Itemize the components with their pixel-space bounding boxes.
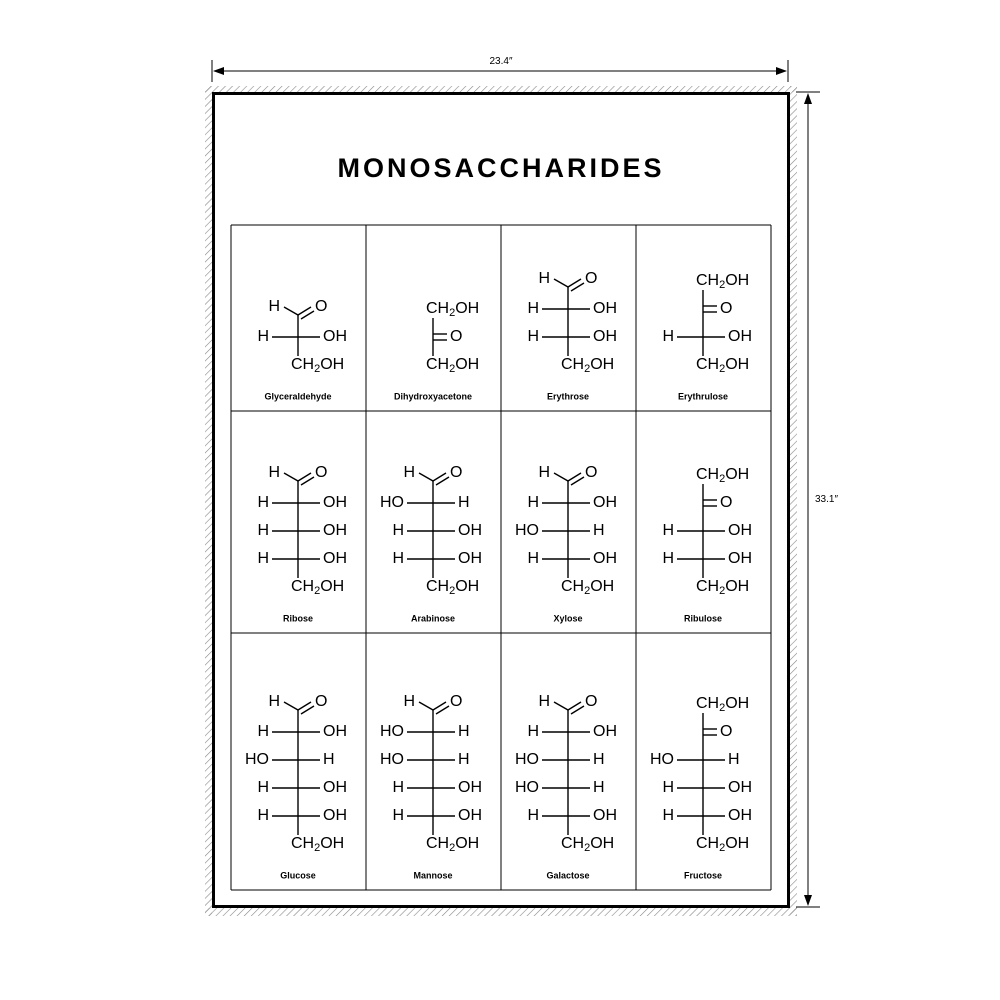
molecule-erythrulose (662, 272, 752, 401)
molecule-name: Ribulose (683, 613, 723, 624)
aldehyde-o-atom: O (450, 693, 463, 711)
aldehyde-h-atom: H (268, 464, 280, 482)
molecule-glucose (245, 693, 347, 880)
ketone-o-atom: O (450, 328, 463, 346)
aldehyde-h-atom: H (268, 298, 280, 316)
left-substituent: H (392, 779, 404, 797)
top-ch2oh-group: $CH_2OH$ (696, 272, 750, 291)
molecule-fructose (650, 695, 752, 880)
width-dimension-label: 23.4″ (489, 56, 513, 67)
hatch-left (205, 86, 212, 916)
molecule-name: Ribose (282, 613, 314, 624)
bottom-ch2oh-group: $CH_2OH$ (426, 356, 480, 375)
aldehyde-h-atom: H (403, 464, 415, 482)
molecule-erythrose (527, 270, 617, 401)
molecule-mannose (380, 693, 482, 880)
right-substituent: OH (728, 328, 752, 346)
bottom-ch2oh-group: $CH_2OH$ (561, 356, 615, 375)
left-substituent: H (527, 494, 539, 512)
left-substituent: H (392, 807, 404, 825)
right-substituent: OH (593, 723, 617, 741)
left-substituent: HO (380, 751, 404, 769)
right-substituent: OH (593, 300, 617, 318)
molecule-name: Erythrulose (677, 391, 729, 402)
aldehyde-ch-bond (284, 702, 298, 710)
left-substituent: H (392, 550, 404, 568)
right-substituent: OH (593, 494, 617, 512)
aldehyde-o-atom: O (585, 464, 598, 482)
molecule-galactose (515, 693, 617, 880)
molecule-ribulose (662, 466, 752, 623)
bottom-ch2oh-group: $CH_2OH$ (426, 578, 480, 597)
molecule-name: Erythrose (546, 391, 590, 402)
right-substituent: OH (593, 550, 617, 568)
hatch-right (790, 86, 797, 916)
right-substituent: OH (593, 807, 617, 825)
right-substituent: OH (323, 807, 347, 825)
molecule-name: Glyceraldehyde (264, 391, 332, 402)
molecule-grid (215, 95, 787, 905)
left-substituent: H (527, 723, 539, 741)
right-substituent: OH (728, 779, 752, 797)
right-substituent: H (458, 494, 470, 512)
hatch-bottom (205, 908, 797, 916)
aldehyde-ch-bond (284, 473, 298, 481)
left-substituent: H (527, 328, 539, 346)
molecule-name: Glucose (280, 870, 316, 881)
bottom-ch2oh-group: $CH_2OH$ (561, 578, 615, 597)
molecule-name: Arabinose (410, 613, 456, 624)
molecule-name: Xylose (553, 613, 583, 624)
right-substituent: H (593, 779, 605, 797)
poster (212, 92, 790, 908)
top-ch2oh-group: $CH_2OH$ (426, 300, 480, 319)
right-substituent: H (593, 522, 605, 540)
aldehyde-h-atom: H (538, 270, 550, 288)
left-substituent: HO (380, 723, 404, 741)
left-substituent: H (257, 779, 269, 797)
bottom-ch2oh-group: $CH_2OH$ (696, 356, 750, 375)
left-substituent: H (257, 522, 269, 540)
bottom-ch2oh-group: $CH_2OH$ (291, 356, 345, 375)
left-substituent: H (662, 522, 674, 540)
left-substituent: H (257, 723, 269, 741)
left-substituent: H (257, 807, 269, 825)
right-substituent: OH (458, 550, 482, 568)
left-substituent: H (257, 494, 269, 512)
ketone-o-atom: O (720, 494, 733, 512)
molecule-name: Galactose (546, 870, 590, 881)
left-substituent: H (662, 328, 674, 346)
aldehyde-h-atom: H (268, 693, 280, 711)
top-ch2oh-group: $CH_2OH$ (696, 695, 750, 714)
aldehyde-h-atom: H (538, 464, 550, 482)
left-substituent: H (257, 328, 269, 346)
left-substituent: HO (380, 494, 404, 512)
aldehyde-ch-bond (419, 473, 433, 481)
aldehyde-ch-bond (554, 702, 568, 710)
grid-lines (231, 225, 771, 890)
left-substituent: H (527, 550, 539, 568)
left-substituent: HO (515, 751, 539, 769)
right-substituent: OH (458, 807, 482, 825)
molecule-name: Fructose (683, 870, 723, 881)
bottom-ch2oh-group: $CH_2OH$ (561, 835, 615, 854)
right-substituent: OH (728, 807, 752, 825)
left-substituent: H (662, 779, 674, 797)
right-substituent: OH (323, 494, 347, 512)
left-substituent: H (392, 522, 404, 540)
aldehyde-ch-bond (419, 702, 433, 710)
molecule-arabinose (380, 464, 482, 623)
right-substituent: H (593, 751, 605, 769)
bottom-ch2oh-group: $CH_2OH$ (291, 578, 345, 597)
ketone-o-atom: O (720, 723, 733, 741)
molecule-ribose (257, 464, 347, 623)
left-substituent: HO (650, 751, 674, 769)
right-substituent: H (458, 723, 470, 741)
molecule-glyceraldehyde (257, 298, 347, 401)
poster-title: MONOSACCHARIDES (337, 153, 665, 183)
aldehyde-ch-bond (284, 307, 298, 315)
aldehyde-h-atom: H (538, 693, 550, 711)
aldehyde-o-atom: O (315, 464, 328, 482)
molecule-xylose (515, 464, 617, 623)
right-substituent: OH (458, 522, 482, 540)
top-ch2oh-group: $CH_2OH$ (696, 466, 750, 485)
aldehyde-o-atom: O (585, 693, 598, 711)
right-substituent: OH (323, 550, 347, 568)
aldehyde-o-atom: O (450, 464, 463, 482)
left-substituent: H (527, 300, 539, 318)
right-substituent: OH (728, 522, 752, 540)
right-substituent: H (728, 751, 740, 769)
right-substituent: OH (323, 522, 347, 540)
left-substituent: H (662, 807, 674, 825)
left-substituent: HO (245, 751, 269, 769)
molecule-dihydroxyacetone (394, 300, 479, 401)
left-substituent: H (257, 550, 269, 568)
molecule-name: Dihydroxyacetone (393, 391, 473, 402)
right-substituent: OH (728, 550, 752, 568)
right-substituent: OH (323, 779, 347, 797)
left-substituent: HO (515, 522, 539, 540)
aldehyde-ch-bond (554, 473, 568, 481)
aldehyde-ch-bond (554, 279, 568, 287)
aldehyde-o-atom: O (315, 693, 328, 711)
aldehyde-h-atom: H (403, 693, 415, 711)
bottom-ch2oh-group: $CH_2OH$ (696, 835, 750, 854)
right-substituent: H (458, 751, 470, 769)
right-substituent: OH (458, 779, 482, 797)
aldehyde-o-atom: O (315, 298, 328, 316)
right-substituent: H (323, 751, 335, 769)
molecule-name: Mannose (413, 870, 453, 881)
left-substituent: HO (515, 779, 539, 797)
right-substituent: OH (323, 328, 347, 346)
bottom-ch2oh-group: $CH_2OH$ (291, 835, 345, 854)
ketone-o-atom: O (720, 300, 733, 318)
right-substituent: OH (323, 723, 347, 741)
bottom-ch2oh-group: $CH_2OH$ (696, 578, 750, 597)
bottom-ch2oh-group: $CH_2OH$ (426, 835, 480, 854)
left-substituent: H (662, 550, 674, 568)
left-substituent: H (527, 807, 539, 825)
height-dimension-label: 33.1″ (815, 494, 839, 505)
right-substituent: OH (593, 328, 617, 346)
aldehyde-o-atom: O (585, 270, 598, 288)
